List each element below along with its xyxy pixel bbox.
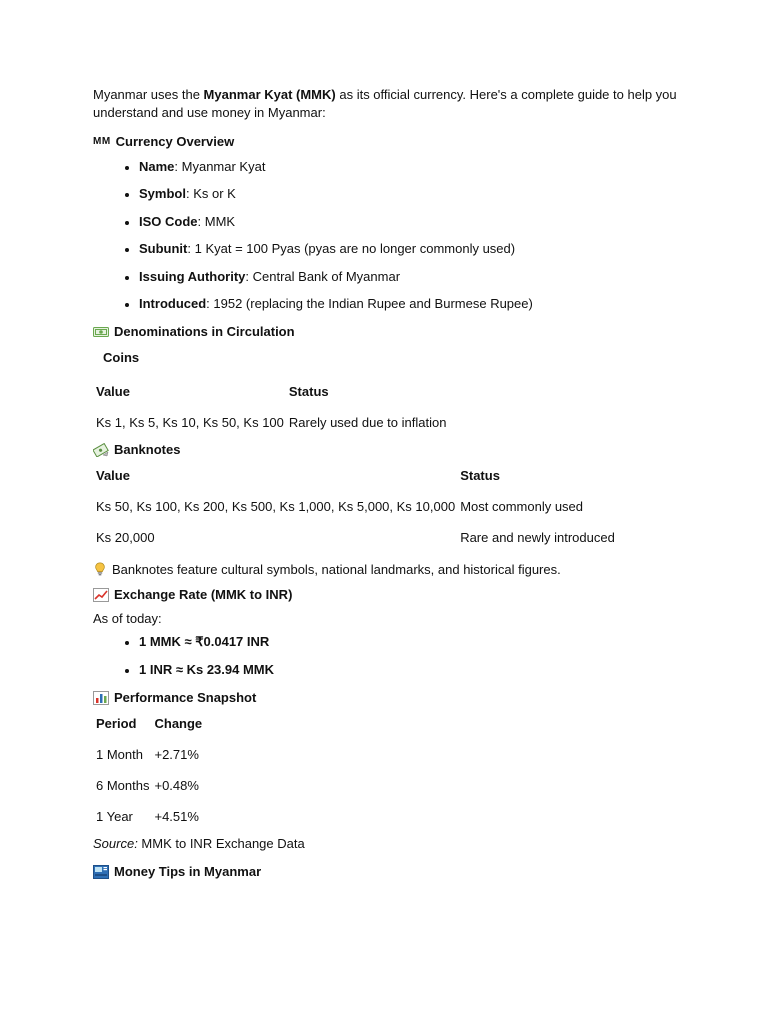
as-of-text: As of today: xyxy=(93,611,162,627)
table-header-row: Period Change xyxy=(96,716,203,732)
denominations-title: Denominations in Circulation xyxy=(114,324,295,340)
myanmar-flag-icon: MM xyxy=(93,136,111,147)
document-body xyxy=(93,86,683,882)
banknotes-heading xyxy=(93,440,683,460)
exchange-rate-list xyxy=(93,633,683,678)
table-row: 1 Month +2.71% xyxy=(96,747,199,763)
intro-text-end: as its official currency. Here's a complete guide to help you understand and use money in Myanmar: xyxy=(93,87,677,120)
coins-subheading: Coins xyxy=(103,350,140,366)
exchange-title: Exchange Rate (MMK to INR) xyxy=(114,587,293,603)
list-item: • ISO Code: MMK xyxy=(139,213,683,231)
performance-heading xyxy=(93,688,683,708)
overview-title: Currency Overview xyxy=(115,134,235,149)
table-header-row: Value Status xyxy=(96,384,329,400)
list-item: • Subunit: 1 Kyat = 100 Pyas (pyas are no longer commonly used) xyxy=(139,240,683,258)
source-text: MMK to INR Exchange Data xyxy=(137,836,305,852)
light-bulb-icon xyxy=(93,561,107,577)
coins-table xyxy=(94,376,449,438)
list-item: • 1 INR ≈ Ks 23.94 MMK xyxy=(139,661,683,679)
source-line xyxy=(93,834,683,854)
overview-list xyxy=(93,158,683,313)
exchange-heading xyxy=(93,585,683,605)
note-text: Banknotes feature cultural symbols, national landmarks, and historical figures. xyxy=(112,561,561,577)
atm-icon xyxy=(93,865,109,879)
banknotes-note xyxy=(93,559,683,579)
table-header-row: Value Status xyxy=(96,468,500,484)
banknote-icon xyxy=(93,325,109,339)
list-item: • Issuing Authority: Central Bank of Myanmar xyxy=(139,268,683,286)
bar-chart-icon xyxy=(93,691,109,705)
intro-paragraph xyxy=(93,86,683,122)
table-row: 1 Year +4.51% xyxy=(96,809,199,825)
performance-table xyxy=(94,708,205,832)
table-row: Ks 20,000 Rare and newly introduced xyxy=(96,530,615,546)
table-row: 6 Months +0.48% xyxy=(96,778,199,794)
tips-title: Money Tips in Myanmar xyxy=(114,864,262,880)
intro-text-start: Myanmar uses the xyxy=(93,87,204,102)
source-label: Source: xyxy=(93,836,138,852)
performance-title: Performance Snapshot xyxy=(114,690,257,706)
denominations-heading xyxy=(93,322,683,342)
list-item: • Symbol: Ks or K xyxy=(139,185,683,203)
intro-currency-name: Myanmar Kyat (MMK) xyxy=(203,87,336,102)
list-item: • 1 MMK ≈ ₹0.0417 INR xyxy=(139,633,683,651)
table-row: Ks 1, Ks 5, Ks 10, Ks 50, Ks 100 Rarely used due to inflation xyxy=(96,415,447,431)
banknotes-table xyxy=(94,460,618,553)
list-item: • Introduced: 1952 (replacing the Indian Rupee and Burmese Rupee) xyxy=(139,295,683,313)
banknotes-title: Banknotes xyxy=(114,442,181,458)
tips-heading xyxy=(93,862,683,882)
overview-heading xyxy=(93,132,683,152)
chart-increasing-icon xyxy=(93,588,109,602)
table-row: Ks 50, Ks 100, Ks 200, Ks 500, Ks 1,000, Ks 5,000, Ks 10,000 Most commonly used xyxy=(96,499,584,515)
money-wings-icon xyxy=(93,443,109,457)
list-item: • Name: Myanmar Kyat xyxy=(139,158,683,176)
